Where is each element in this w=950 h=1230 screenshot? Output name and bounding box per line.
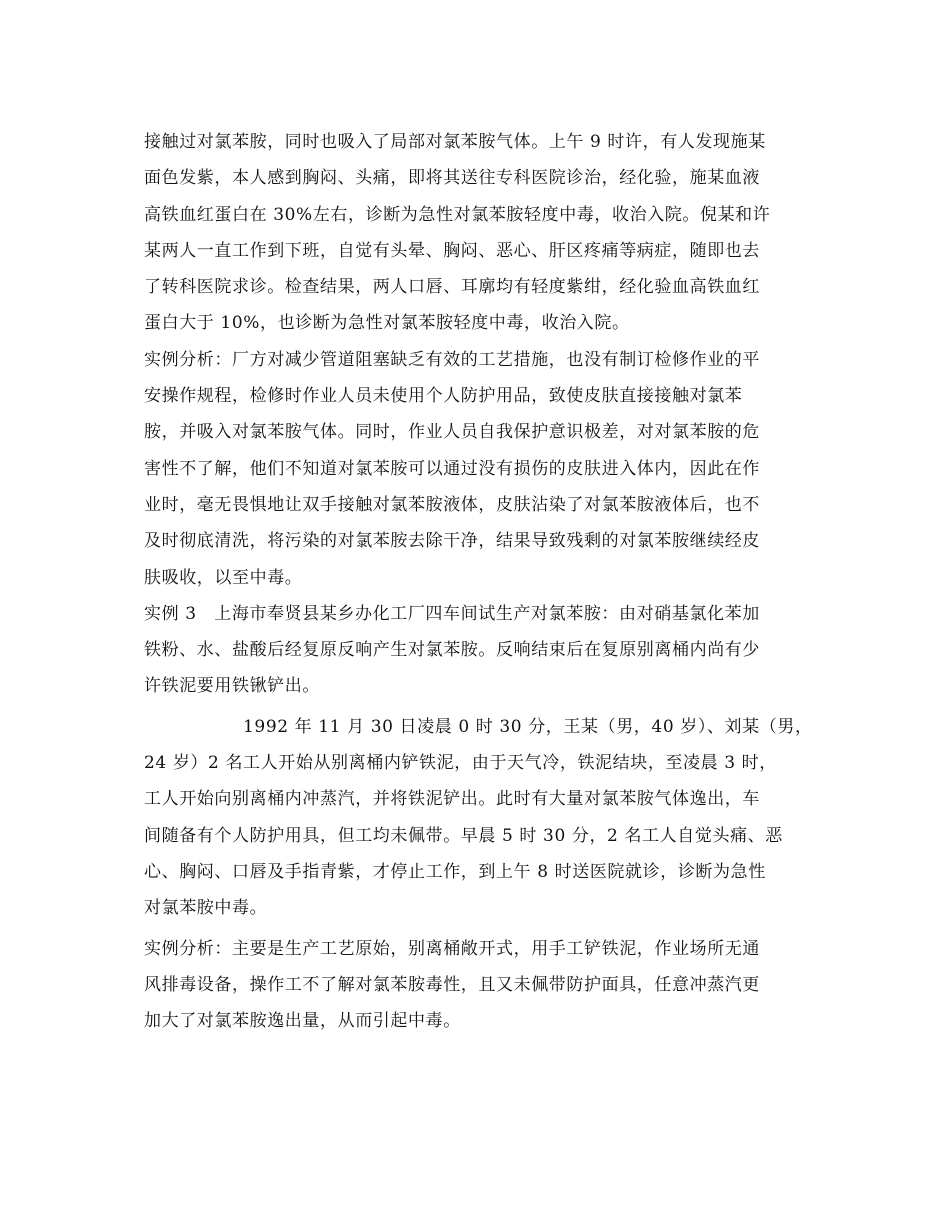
text-line: 胺，并吸入对氯苯胺气体。同时，作业人员自我保护意识极差，对对氯苯胺的危 [144,422,760,443]
text-line: 实例分析：主要是生产工艺原始，别离桶敞开式，用手工铲铁泥，作业场所无通 [144,938,760,959]
text-line: 心、胸闷、口唇及手指青紫，才停止工作，到上午 8 时送医院就诊，诊断为急性 [144,861,766,882]
text-line: 实例分析：厂方对减少管道阻塞缺乏有效的工艺措施，也没有制订检修作业的平 [144,349,760,370]
case3-analysis-paragraph [144,931,804,1040]
text-line: 工人开始向别离桶内冲蒸汽，并将铁泥铲出。此时有大量对氯苯胺气体逸出，车 [144,789,760,810]
text-line: 24 岁）2 名工人开始从别离桶内铲铁泥，由于天气冷，铁泥结块，至凌晨 3 时， [144,753,777,774]
case3-intro-paragraph [144,596,804,705]
text-line: 铁粉、水、盐酸后经复原反响产生对氯苯胺。反响结束后在复原别离桶内尚有少 [144,640,760,661]
text-line: 对氯苯胺中毒。 [144,898,268,919]
text-line: 面色发紫，本人感到胸闷、头痛，即将其送往专科医院诊治，经化验，施某血液 [144,168,760,189]
text-line: 了转科医院求诊。检查结果，两人口唇、耳廓均有轻度紫绀，经化验血高铁血红 [144,277,760,298]
case3-description-paragraph [144,709,813,927]
text-line: 加大了对氯苯胺逸出量，从而引起中毒。 [144,1011,461,1032]
text-line: 1992 年 11 月 30 日凌晨 0 时 30 分，王某（男，40 岁）、刘某（男， [243,716,813,737]
text-line: 许铁泥要用铁锹铲出。 [144,676,320,697]
text-line: 风排毒设备，操作工不了解对氯苯胺毒性，且又未佩带防护面具，任意冲蒸汽更 [144,974,760,995]
text-line: 害性不了解，他们不知道对氯苯胺可以通过没有损伤的皮肤进入体内，因此在作 [144,458,760,479]
text-line: 肤吸收，以至中毒。 [144,567,303,588]
document-body [144,124,813,1039]
case2-analysis-paragraph [144,342,804,596]
text-line: 实例 3 上海市奉贤县某乡办化工厂四车间试生产对氯苯胺：由对硝基氯化苯加 [144,603,760,624]
case2-description-paragraph [144,124,804,342]
text-line: 及时彻底清洗，将污染的对氯苯胺去除干净，结果导致残剩的对氯苯胺继续经皮 [144,531,760,552]
text-line: 安操作规程，检修时作业人员未使用个人防护用品，致使皮肤直接接触对氯苯 [144,386,743,407]
text-line: 接触过对氯苯胺，同时也吸入了局部对氯苯胺气体。上午 9 时许，有人发现施某 [144,132,766,152]
text-line: 业时，毫无畏惧地让双手接触对氯苯胺液体，皮肤沾染了对氯苯胺液体后，也不 [144,494,760,515]
text-line: 某两人一直工作到下班，自觉有头晕、胸闷、恶心、肝区疼痛等病症，随即也去 [144,240,760,261]
text-line: 高铁血红蛋白在 30%左右，诊断为急性对氯苯胺轻度中毒，收治入院。倪某和许 [144,204,771,225]
text-line: 间随备有个人防护用具，但工均未佩带。早晨 5 时 30 分，2 名工人自觉头痛、恶 [144,825,783,846]
text-line: 蛋白大于 10%，也诊断为急性对氯苯胺轻度中毒，收治入院。 [144,313,630,334]
